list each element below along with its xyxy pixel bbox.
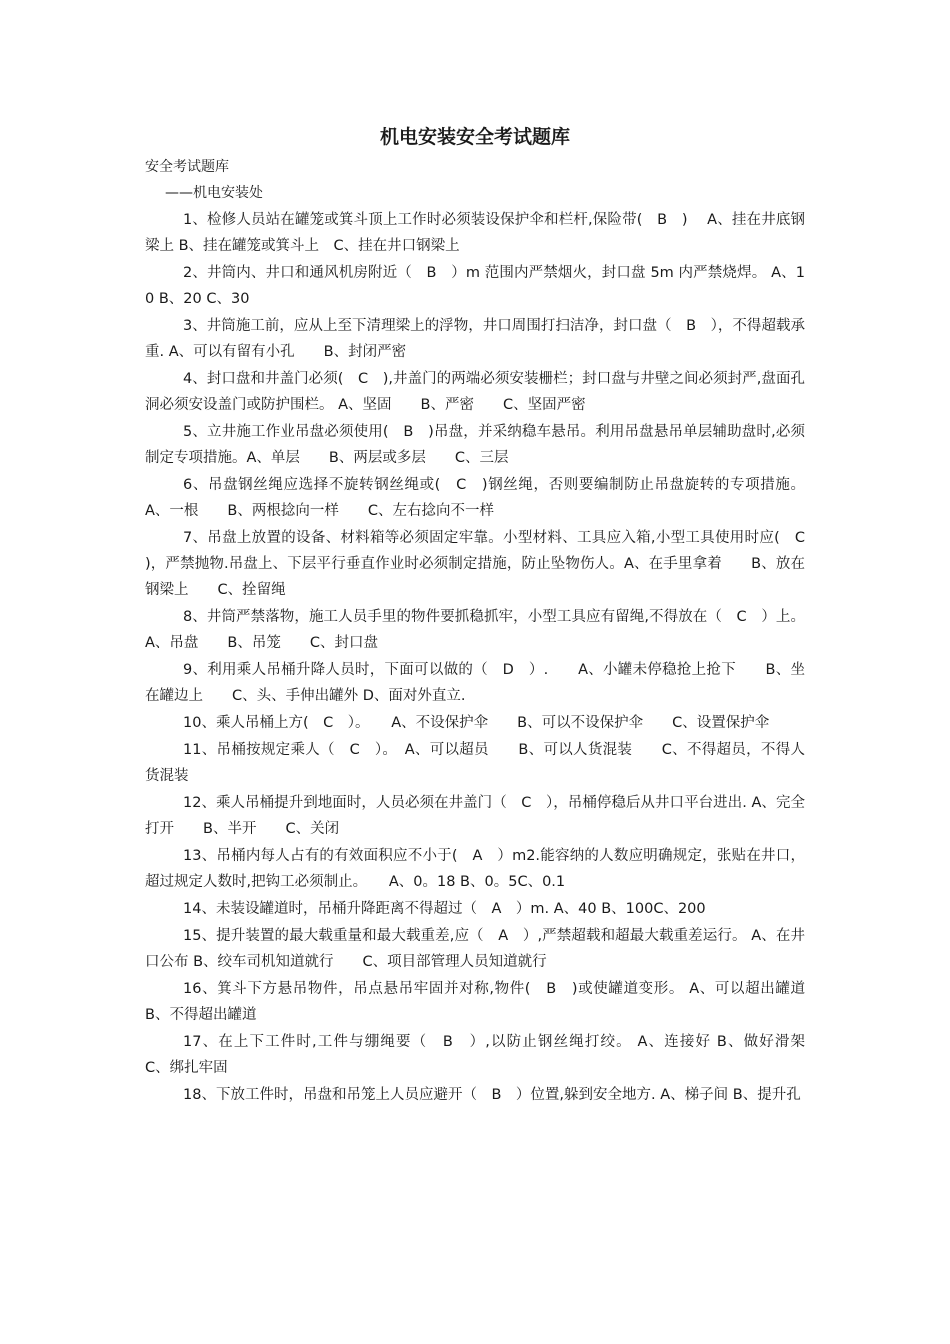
question-item: 8、井筒严禁落物，施工人员手里的物件要抓稳抓牢，小型工具应有留绳,不得放在（ C ）上。 A、吊盘 B、吊笼 C、封口盘 — [145, 609, 805, 651]
department-line: ——机电安装处 — [165, 185, 263, 201]
question-item: 13、吊桶内每人占有的有效面积应不小于( A ）m2.能容纳的人数应明确规定，张贴在井口，超过规定人数时,把钩工必须制止。 A、0。18 B、0。5C、0.1 — [145, 848, 805, 890]
question-item: 18、下放工件时，吊盘和吊笼上人员应避开（ B ）位置,躲到安全地方. A、梯子间 B、提升孔 — [183, 1087, 801, 1103]
question-item: 12、乘人吊桶提升到地面时，人员必须在井盖门（ C ），吊桶停稳后从井口平台进出. A、完全打开 B、半开 C、关闭 — [145, 795, 805, 837]
document-page — [145, 120, 834, 1109]
document-subtitle: 安全考试题库 — [145, 159, 229, 175]
document-title: 机电安装安全考试题库 — [379, 126, 570, 148]
question-item: 17、在上下工件时,工件与绷绳要（ B ）,以防止钢丝绳打绞。 A、连接好 B、做好滑架 C、绑扎牢固 — [145, 1034, 834, 1076]
question-item: 4、封口盘和井盖门必须( C ),井盖门的两端必须安装栅栏；封口盘与井壁之间必须封严,盘面孔洞必须安设盖门或防护围栏。 A、坚固 B、严密 C、坚固严密 — [145, 371, 805, 413]
question-item: 14、未装设罐道时，吊桶升降距离不得超过（ A ）m. A、40 B、100C、200 — [183, 901, 706, 917]
question-item: 16、箕斗下方悬吊物件，吊点悬吊牢固并对称,物件( B )或使罐道变形。 A、可以超出罐道 B、不得超出罐道 — [145, 981, 805, 1023]
question-item: 10、乘人吊桶上方( C ）。 A、不设保护伞 B、可以不设保护伞 C、设置保护伞 — [183, 715, 770, 731]
question-item: 5、立井施工作业吊盘必须使用( B )吊盘，并采纳稳车悬吊。利用吊盘悬吊单层辅助盘时,必须制定专项措施。A、单层 B、两层或多层 C、三层 — [145, 424, 805, 466]
question-item: 9、利用乘人吊桶升降人员时，下面可以做的（ D ）. A、小罐未停稳抢上抢下 B、坐在罐边上 C、头、手伸出罐外 D、面对外直立. — [145, 662, 805, 704]
question-item: 6、吊盘钢丝绳应选择不旋转钢丝绳或( C )钢丝绳，否则要编制防止吊盘旋转的专项措施。 A、一根 B、两根捻向一样 C、左右捻向不一样 — [145, 477, 805, 519]
question-item: 2、井筒内、井口和通风机房附近（ B ）m 范围内严禁烟火，封口盘 5m 内严禁烧焊。 A、10 B、20 C、30 — [145, 265, 805, 307]
question-item: 11、吊桶按规定乘人（ C ）。 A、可以超员 B、可以人货混装 C、不得超员，不得人货混装 — [145, 742, 805, 784]
question-item: 3、井筒施工前，应从上至下清理梁上的浮物，井口周围打扫洁净，封口盘（ B ），不得超载承重. A、可以有留有小孔 B、封闭严密 — [145, 318, 805, 360]
question-item: 1、检修人员站在罐笼或箕斗顶上工作时必须装设保护伞和栏杆,保险带( B ) A、挂在井底钢梁上 B、挂在罐笼或箕斗上 C、挂在井口钢梁上 — [145, 212, 805, 254]
question-item: 7、吊盘上放置的设备、材料箱等必须固定牢靠。小型材料、工具应入箱,小型工具使用时应( C )，严禁抛物.吊盘上、下层平行垂直作业时必须制定措施，防止坠物伤人。A、在手里拿着 B、放在钢梁上 C、拴留绳 — [145, 530, 820, 598]
question-item: 15、提升装置的最大载重量和最大载重差,应（ A ）,严禁超载和超最大载重差运行。 A、在井口公布 B、绞车司机知道就行 C、项目部管理人员知道就行 — [145, 928, 805, 970]
